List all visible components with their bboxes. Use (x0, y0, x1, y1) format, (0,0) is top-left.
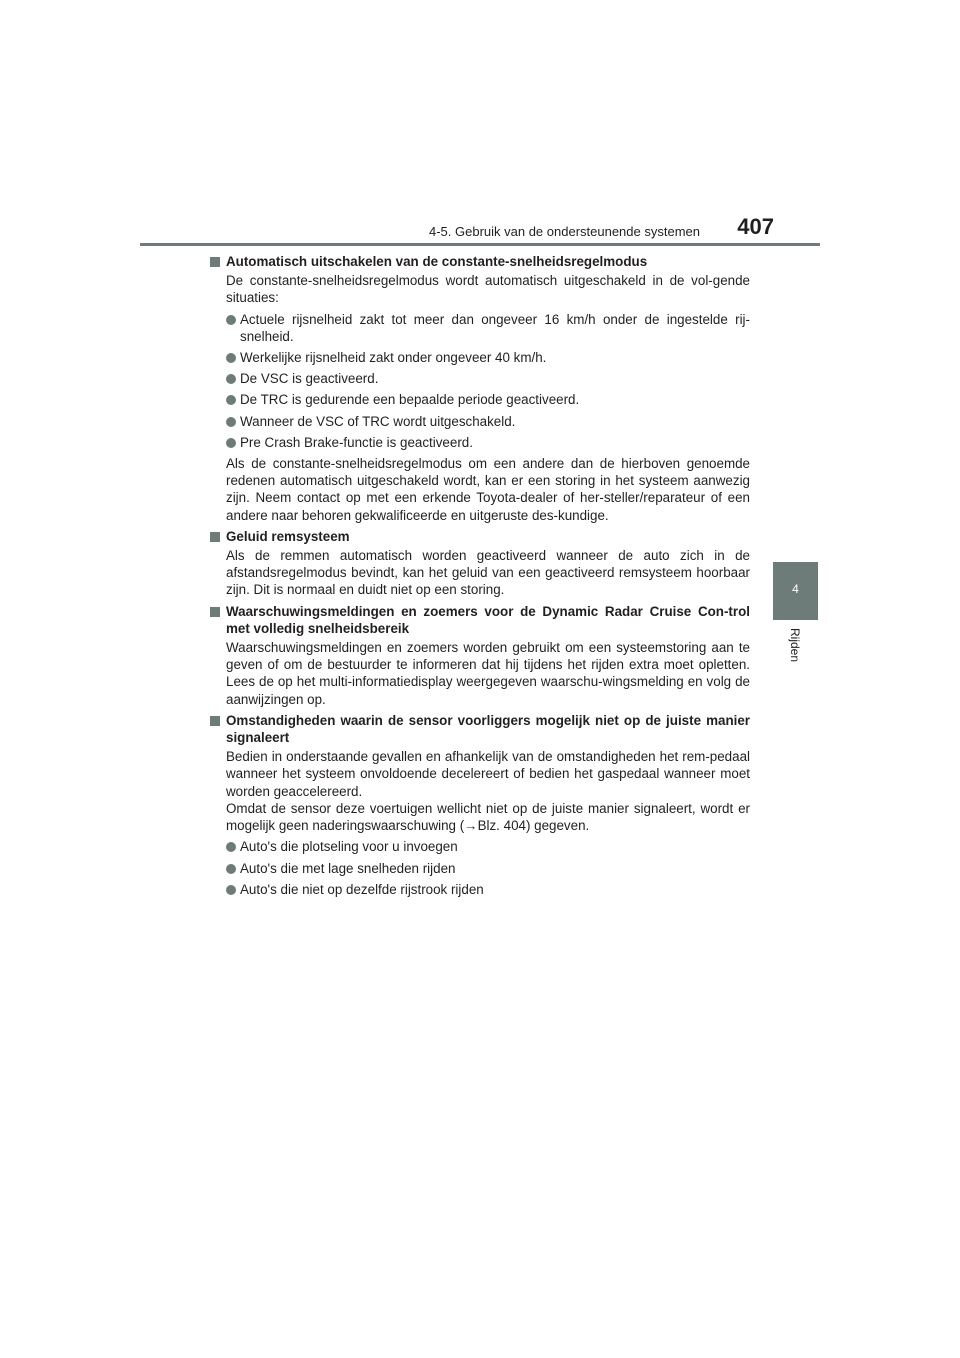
paragraph: De constante-snelheidsregelmodus wordt automatisch uitgeschakeld in de vol-gende situaties: (226, 273, 750, 306)
section-heading-text: Omstandigheden waarin de sensor voorliggers mogelijk niet op de juiste manier signaleert (226, 712, 750, 746)
header-section-title: 4-5. Gebruik van de ondersteunende systemen (428, 224, 700, 239)
chapter-number: 4 (792, 582, 799, 596)
round-bullet-icon (226, 353, 236, 363)
header-divider (140, 243, 820, 246)
round-bullet-icon (226, 842, 236, 852)
square-bullet-icon (210, 257, 220, 267)
section-heading-text: Waarschuwingsmeldingen en zoemers voor de Dynamic Radar Cruise Con-trol met volledig snelheidsbereik (226, 603, 750, 636)
list-item (226, 311, 750, 345)
section-heading (210, 253, 750, 270)
square-bullet-icon (210, 716, 220, 726)
list-item (226, 391, 750, 408)
list-item-text: Auto's die niet op dezelfde rijstrook rijden (240, 881, 484, 897)
square-bullet-icon (210, 607, 220, 617)
list-item (226, 860, 750, 877)
list-item-text: Auto's die plotseling voor u invoegen (240, 839, 458, 855)
list-item (226, 370, 750, 387)
list-item (226, 434, 750, 451)
section-heading (210, 603, 750, 637)
paragraph: Omdat de sensor deze voertuigen wellicht niet op de juiste manier signaleert, wordt er mogelijk geen naderingswaarschuwing (→Blz. 404) gegeven. (226, 800, 750, 834)
list-item-text: Werkelijke rijsnelheid zakt onder ongeveer 40 km/h. (240, 350, 547, 366)
page-content (210, 253, 750, 902)
paragraph: Bedien in onderstaande gevallen en afhankelijk van de omstandigheden het rem-pedaal wanneer het systeem onvoldoende decelereert of bedien het gaspedaal wanneer moet worden geaccelereerd. (226, 749, 750, 799)
section-heading (210, 528, 750, 545)
chapter-tab (773, 562, 818, 620)
round-bullet-icon (226, 315, 236, 325)
list-item-text: Actuele rijsnelheid zakt tot meer dan ongeveer 16 km/h onder de ingestelde rij-snelheid. (240, 311, 750, 344)
section-heading-text: Geluid remsysteem (226, 528, 350, 544)
list-item-text: Wanneer de VSC of TRC wordt uitgeschakeld. (240, 413, 516, 429)
paragraph: Als de constante-snelheidsregelmodus om een andere dan de hierboven genoemde redenen automatisch uitgeschakeld wordt, kan er een storing in het systeem aanwezig zijn. Neem contact op met een erkende Toyota-dealer of her-steller/reparateur of een andere naar behoren gekwalificeerde en uitgeruste des-kundige. (226, 456, 750, 523)
page-number: 407 (737, 214, 774, 239)
list-item (226, 413, 750, 430)
paragraph: Waarschuwingsmeldingen en zoemers worden gebruikt om een systeemstoring aan te geven of om de bestuurder te informeren dat hij tijdens het rijden extra moet opletten. Lees de op het multi-informatiedisplay weergegeven waarschu-wingsmelding en volg de aanwijzingen op. (226, 640, 750, 707)
paragraph: Als de remmen automatisch worden geactiveerd wanneer de auto zich in de afstandsregelmodus bevindt, kan het geluid van een geactiveerd remsysteem hoorbaar zijn. Dit is normaal en duidt niet op een storing. (226, 548, 750, 598)
chapter-label: Rijden (788, 628, 802, 663)
round-bullet-icon (226, 374, 236, 384)
round-bullet-icon (226, 438, 236, 448)
list-item (226, 838, 750, 855)
section-heading-text: Automatisch uitschakelen van de constante-snelheidsregelmodus (226, 254, 648, 269)
list-item-text: De VSC is geactiveerd. (240, 371, 379, 387)
round-bullet-icon (226, 885, 236, 895)
list-item (226, 881, 750, 898)
round-bullet-icon (226, 395, 236, 405)
round-bullet-icon (226, 417, 236, 427)
list-item (226, 349, 750, 366)
list-item-text: De TRC is gedurende een bepaalde periode geactiveerd. (240, 392, 580, 408)
square-bullet-icon (210, 532, 220, 542)
list-item-text: Auto's die met lage snelheden rijden (240, 860, 456, 876)
list-item-text: Pre Crash Brake-functie is geactiveerd. (240, 434, 473, 450)
section-heading (210, 712, 750, 746)
round-bullet-icon (226, 864, 236, 874)
